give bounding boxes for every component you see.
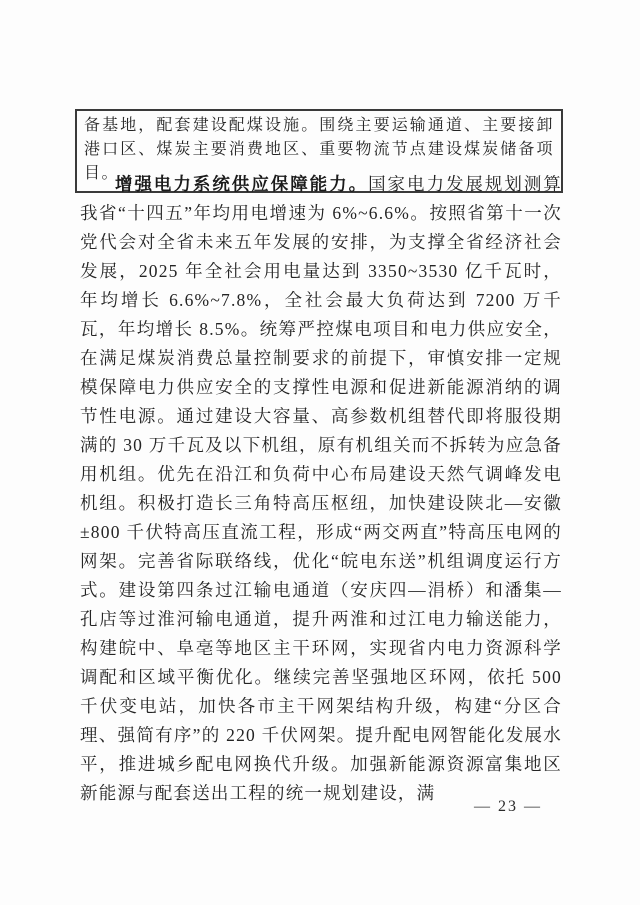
boxed-note-text: 备基地，配套建设配煤设施。围绕主要运输通道、主要接卸港口区、煤炭主要消费地区、重要物流节点建设煤炭储备项目。 xyxy=(84,117,554,182)
paragraph-lead: 增强电力系统供应保障能力。 xyxy=(115,174,369,194)
paragraph-body-text: 国家电力发展规划测算我省“十四五”年均用电增速为 6%~6.6%。按照省第十一次党代会对全省未来五年发展的安排，为支撑全省经济社会发展，2025 年全社会用电量达到 3350~3530 亿千瓦时，年均增长 6.6%~7.8%，全社会最大负荷达到 7200 万千瓦，年均增长 8.5%。统筹严控煤电项目和电力供应安全，在满足煤炭消费总量控制要求的前提下，审慎安排一定规模保障电力供应安全的支撑性电源和促进新能源消纳的调节性电源。通过建设大容量、高参数机组替代即将服役期满的 30 万千瓦及以下机组，原有机组关而不拆转为应急备用机组。优先在沿江和负荷中心布局建设天然气调峰发电机组。积极打造长三角特高压枢纽，加快建设陕北—安徽±800 千伏特高压直流工程，形成“两交两直”特高压电网的网架。完善省际联络线，优化“皖电东送”机组调度运行方式。建设第四条过江输电通道（安庆四—涓桥）和潘集—孔店等过淮河输电通道，提升两淮和过江电力输送能力，构建皖中、阜亳等地区主干环网，实现省内电力资源科学调配和区域平衡优化。继续完善坚强地区环网，依托 500 千伏变电站，加快各市主干网架结构升级，构建“分区合理、强简有序”的 220 千伏网架。提升配电网智能化发展水平，推进城乡配电网换代升级。加强新能源资源富集地区新能源与配套送出工程的统一规划建设，满 xyxy=(80,174,563,803)
body-paragraph xyxy=(80,170,562,808)
page-number xyxy=(474,798,542,816)
page-number-text: — 23 — xyxy=(474,798,542,815)
